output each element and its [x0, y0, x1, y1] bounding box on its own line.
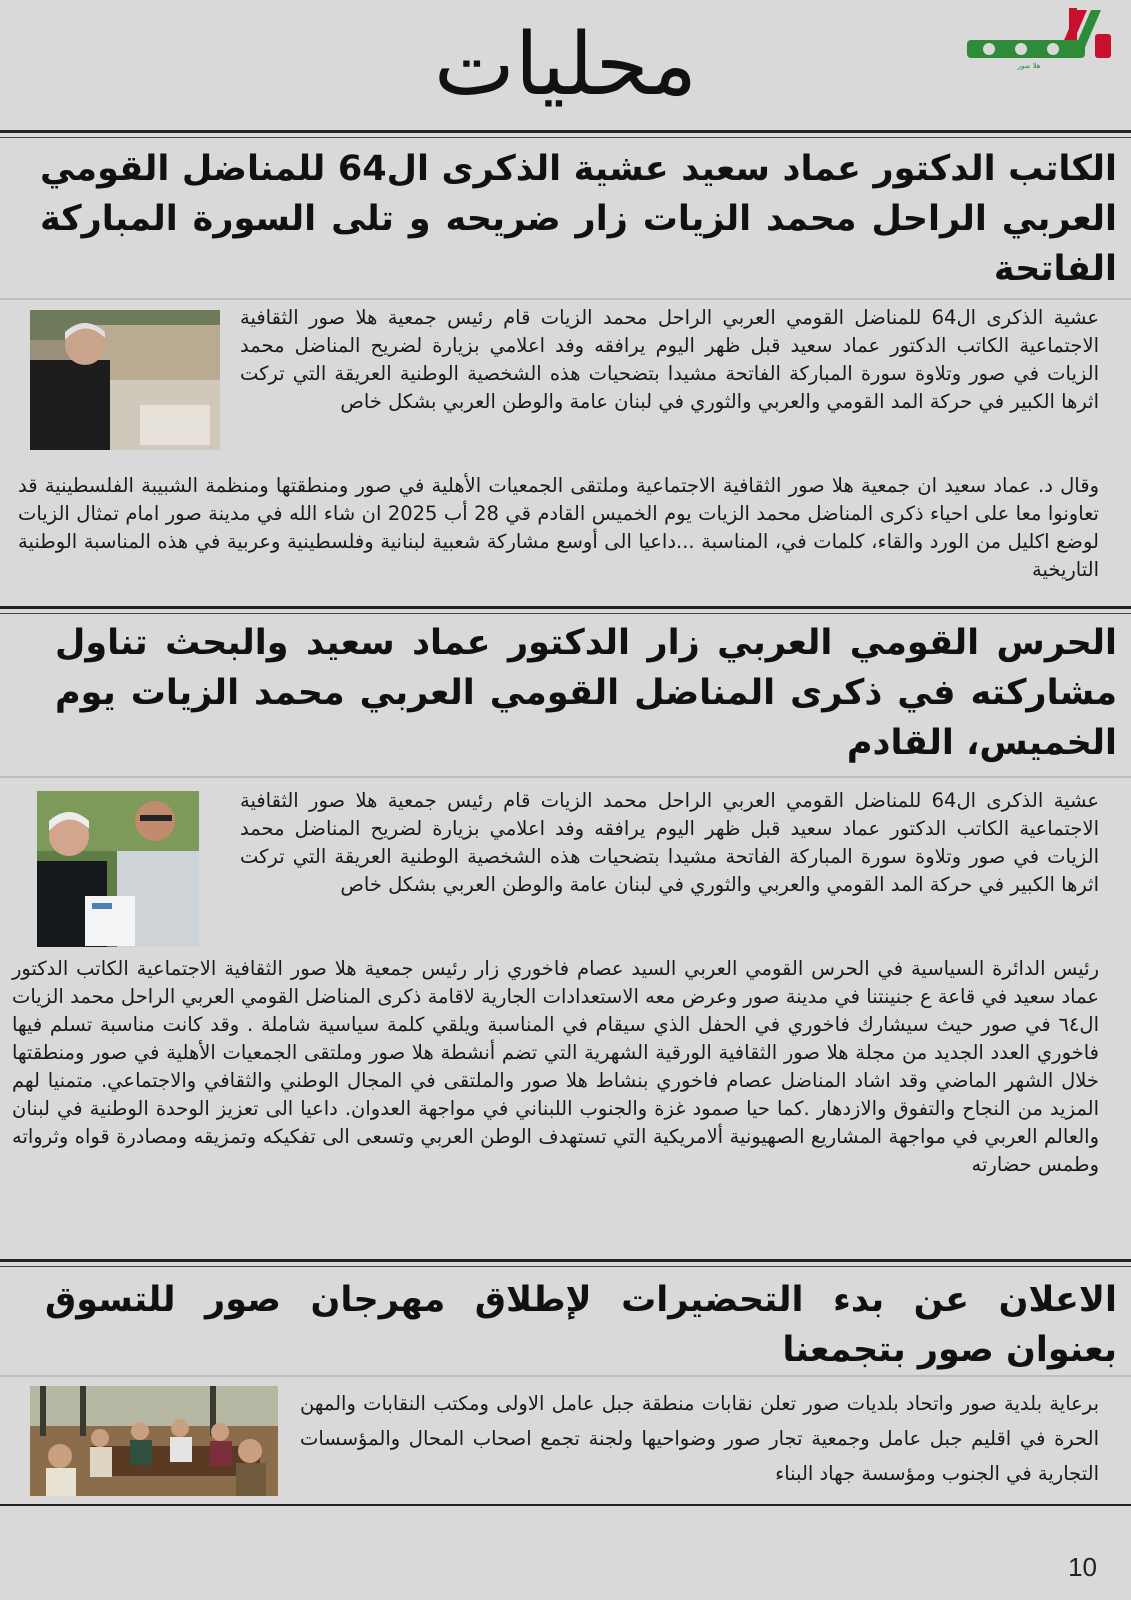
masthead-rule	[0, 130, 1131, 133]
page-number: 10	[1068, 1552, 1097, 1582]
article-2-continuation: رئيس الدائرة السياسية في الحرس القومي العربي السيد عصام فاخوري زار رئيس جمعية هلا صور الثقافية الاجتماعية الكاتب الدكتور عماد سعيد في قاعة ع جنينتنا في مدينة صور وعرض معه الاستعدادات الجارية لاقامة ذكرى المناضل القومي العربي الراحل محمد الزيات ال٦٤ في صور حيث سيشارك فاخوري في الحفل الذي سيقام في المناسبة ويلقي كلمة سياسية شاملة . وقد كانت مناسبة تسلم فيها فاخوري العدد الجديد من مجلة هلا صور الثقافية الورقية الشهرية التي تضم أنشطة هلا صور وملتقى الجمعيات الأهلية في صور ومنطقتها خلال الشهر الماضي وقد اشاد المناضل عصام فاخوري بنشاط هلا صور والملتقى في المجال الوطني والثقافي والاجتماعي. متمنيا لهم المزيد من النجاح والتفوق والازدهار .كما حيا صمود غزة والجنوب اللبناني في مواجهة العدوان. داعيا الى تعزيز الوحدة الوطنية في لبنان والعالم العربي في مواجهة المشاريع الصهيونية ألامريكية التي تستهدف الوطن العربي وتسعى الى تفكيكه وتمزيقه ومصادرة قواه وثرواته وطمس حضارته	[12, 957, 1099, 1176]
headline-divider	[0, 1375, 1131, 1377]
article-1-photo	[30, 310, 220, 450]
masthead-rule-thin	[0, 137, 1131, 138]
section-title: محليات	[433, 15, 698, 115]
article-separator-thin	[0, 613, 1131, 614]
article-3-intro: برعاية بلدية صور واتحاد بلديات صور تعلن نقابات منطقة جبل عامل الاولى ومكتب النقابات والمهن الحرة في اقليم جبل عامل وجمعية تجار صور وضواحيها ولجنة تجمع اصحاب المحال والمؤسسات التجارية في الجنوب ومؤسسة جهاد البناء	[300, 1392, 1099, 1485]
article-3-headline: الاعلان عن بدء التحضيرات لإطلاق مهرجان صور للتسوق بعنوان صور بتجمعنا	[45, 1280, 1117, 1370]
article-1-continuation: وقال د. عماد سعيد ان جمعية هلا صور الثقافية الاجتماعية وملتقى الجمعيات الأهلية في صور ومنطقتها ومنظمة الشبيبة الفلسطينية قد تعاونوا معا على احياء ذكرى المناضل محمد الزيات يوم الخميس القادم قي 28 أب 2025 ان شاء الله في مدينة صور امام تمثال الزيات لوضع اكليل من الورد والقاء، كلمات في، المناسبة ...داعيا الى أوسع مشاركة شعبية لبنانية وفلسطينية وعربية في هذه المناسبة الوطنية التاريخية	[18, 474, 1099, 581]
article-separator	[0, 606, 1131, 609]
publication-logo	[959, 6, 1119, 72]
article-2-headline: الحرس القومي العربي زار الدكتور عماد سعيد والبحث تناول مشاركته في ذكرى المناضل القومي العربي محمد الزيات يوم الخميس، القادم	[55, 623, 1117, 763]
article-1-headline: الكاتب الدكتور عماد سعيد عشية الذكرى ال64 للمناضل القومي العربي الراحل محمد الزيات زار ضريحه و تلى السورة المباركة الفاتحة	[40, 149, 1118, 289]
article-separator	[0, 1259, 1131, 1262]
article-2-intro: عشية الذكرى ال64 للمناضل القومي العربي الراحل محمد الزيات قام رئيس جمعية هلا صور الثقافية الاجتماعية الكاتب الدكتور عماد سعيد قبل ظهر اليوم يرافقه وفد اعلامي بزيارة لضريح المناضل محمد الزيات في صور وتلاوة سورة المباركة الفاتحة مشيدا بتضحيات هذه الشخصية الوطنية العريقة التي تركت اثرها الكبير في حركة المد القومي والعربي والثوري في لبنان عامة والوطن العربي بشكل خاص	[240, 789, 1099, 896]
article-separator-thin	[0, 1266, 1131, 1267]
article-3-photo	[30, 1386, 278, 1496]
article-1-intro: عشية الذكرى ال64 للمناضل القومي العربي الراحل محمد الزيات قام رئيس جمعية هلا صور الثقافية الاجتماعية الكاتب الدكتور عماد سعيد قبل ظهر اليوم يرافقه وفد اعلامي بزيارة لضريح المناضل محمد الزيات في صور وتلاوة سورة المباركة الفاتحة مشيدا بتضحيات هذه الشخصية الوطنية العريقة التي تركت اثرها الكبير في حركة المد القومي والعربي والثوري في لبنان عامة والوطن العربي بشكل خاص	[240, 306, 1099, 413]
headline-divider	[0, 298, 1131, 300]
svg-text:هلا صور: هلا صور	[1017, 62, 1041, 70]
article-2-photo	[37, 791, 199, 947]
masthead	[0, 0, 1131, 128]
footer-rule	[0, 1504, 1131, 1506]
headline-divider	[0, 776, 1131, 778]
